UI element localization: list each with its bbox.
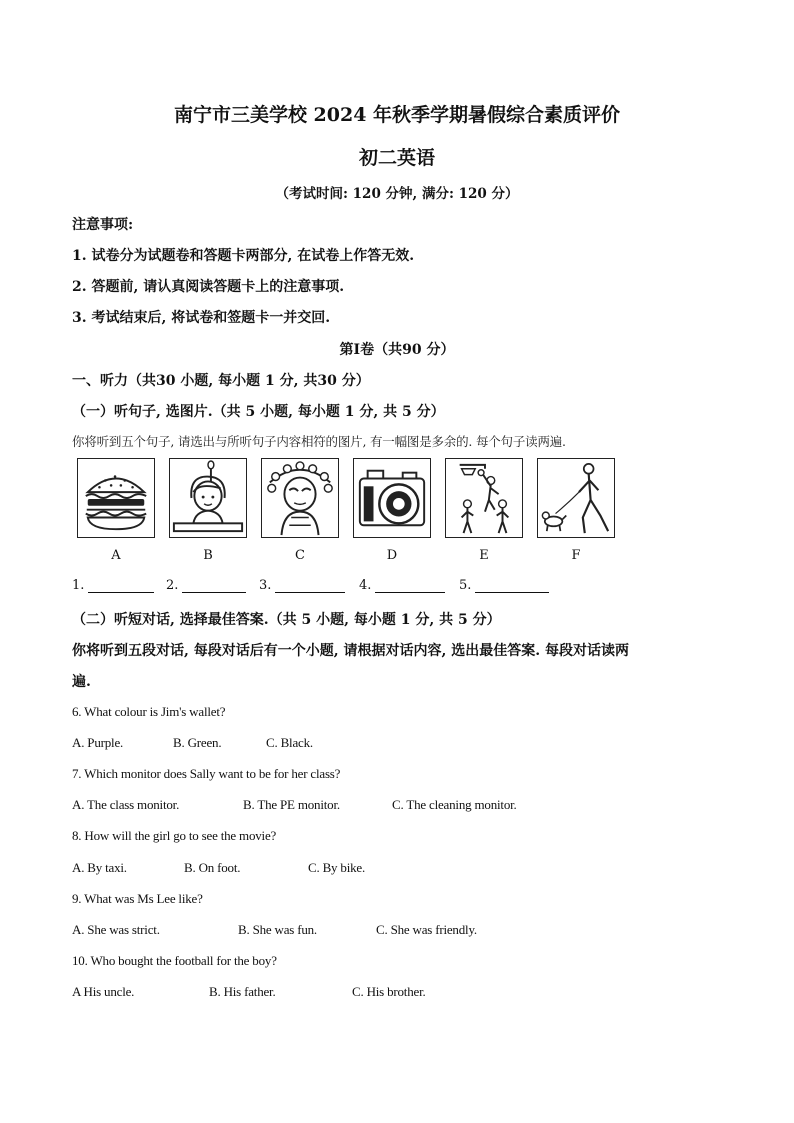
answer-blank-2[interactable] [166, 578, 246, 593]
option-a[interactable]: A. The class monitor. [72, 797, 180, 812]
picture-label: E [479, 548, 489, 563]
part-title: （一）听句子, 选图片.（共 5 小题, 每小题 1 分, 共 5 分） [72, 404, 445, 420]
picture-b [169, 458, 247, 538]
blank-line [88, 579, 154, 593]
option-c[interactable]: C. Black. [266, 735, 313, 750]
question-9: 9. What was Ms Lee like? [72, 891, 203, 906]
question-6: 6. What colour is Jim's wallet? [72, 704, 226, 719]
question-8: 8. How will the girl go to see the movie? [72, 828, 277, 843]
blank-line [375, 579, 445, 593]
option-c[interactable]: C. By bike. [308, 860, 366, 875]
blank-line [275, 579, 345, 593]
picture-c [261, 458, 339, 538]
note-item: 3. 考试结束后, 将试卷和签题卡一并交回. [72, 310, 331, 326]
answer-blank-5[interactable] [459, 578, 549, 593]
volume-heading: 第Ⅰ卷（共90 分） [339, 342, 455, 358]
option-a[interactable]: A His uncle. [72, 984, 135, 999]
picture-e [445, 458, 523, 538]
answer-blank-1[interactable] [72, 578, 154, 593]
answer-blank-3[interactable] [259, 578, 345, 593]
option-b[interactable]: B. On foot. [184, 860, 241, 875]
option-c[interactable]: C. The cleaning monitor. [392, 797, 517, 812]
part-title: （二）听短对话, 选择最佳答案.（共 5 小题, 每小题 1 分, 共 5 分） [72, 612, 501, 628]
option-c[interactable]: C. His brother. [352, 984, 426, 999]
part-instruction: 你将听到五个句子, 请选出与所听句子内容相符的图片, 有一幅图是多余的. 每个句子读两遍. [72, 434, 566, 449]
option-a[interactable]: A. She was strict. [72, 922, 160, 937]
girl-raising-hand-icon [170, 459, 246, 537]
picture-a [77, 458, 155, 538]
note-item: 1. 试卷分为试题卷和答题卡两部分, 在试卷上作答无效. [72, 248, 415, 264]
blank-number: 2. [166, 578, 179, 593]
note-item: 2. 答题前, 请认真阅读答题卡上的注意事项. [72, 279, 345, 295]
exam-title: 南宁市三美学校 2024 年秋季学期暑假综合素质评价 [173, 104, 621, 126]
hamburger-icon [78, 459, 154, 537]
picture-label: C [295, 548, 305, 563]
exam-subject: 初二英语 [358, 147, 435, 169]
blank-number: 3. [259, 578, 272, 593]
picture-f [537, 458, 615, 538]
picture-label: D [386, 548, 398, 563]
option-a[interactable]: A. Purple. [72, 735, 124, 750]
blank-number: 4. [359, 578, 372, 593]
option-b[interactable]: B. The PE monitor. [243, 797, 340, 812]
blank-line [182, 579, 246, 593]
part-instruction-cont: 遍. [72, 674, 91, 690]
part-instruction: 你将听到五段对话, 每段对话后有一个小题, 请根据对话内容, 选出最佳答案. 每段对话读两 [72, 643, 629, 659]
option-b[interactable]: B. She was fun. [238, 922, 317, 937]
camera-icon [354, 459, 430, 537]
peking-opera-icon [262, 459, 338, 537]
walking-dog-icon [538, 459, 614, 537]
blank-number: 5. [459, 578, 472, 593]
option-a[interactable]: A. By taxi. [72, 860, 127, 875]
blank-line [475, 579, 549, 593]
question-7: 7. Which monitor does Sally want to be for her class? [72, 766, 341, 781]
exam-info: （考试时间: 120 分钟, 满分: 120 分） [275, 186, 519, 202]
picture-d [353, 458, 431, 538]
picture-label: A [111, 548, 121, 563]
picture-label: F [571, 548, 581, 563]
picture-label: B [203, 548, 213, 563]
question-10: 10. Who bought the football for the boy? [72, 953, 277, 968]
basketball-players-icon [446, 459, 522, 537]
blank-number: 1. [72, 578, 85, 593]
answer-blank-4[interactable] [359, 578, 445, 593]
option-b[interactable]: B. Green. [173, 735, 222, 750]
notes-heading: 注意事项: [72, 217, 134, 233]
section-title: 一、听力（共30 小题, 每小题 1 分, 共30 分） [72, 373, 370, 389]
option-c[interactable]: C. She was friendly. [376, 922, 477, 937]
option-b[interactable]: B. His father. [209, 984, 276, 999]
